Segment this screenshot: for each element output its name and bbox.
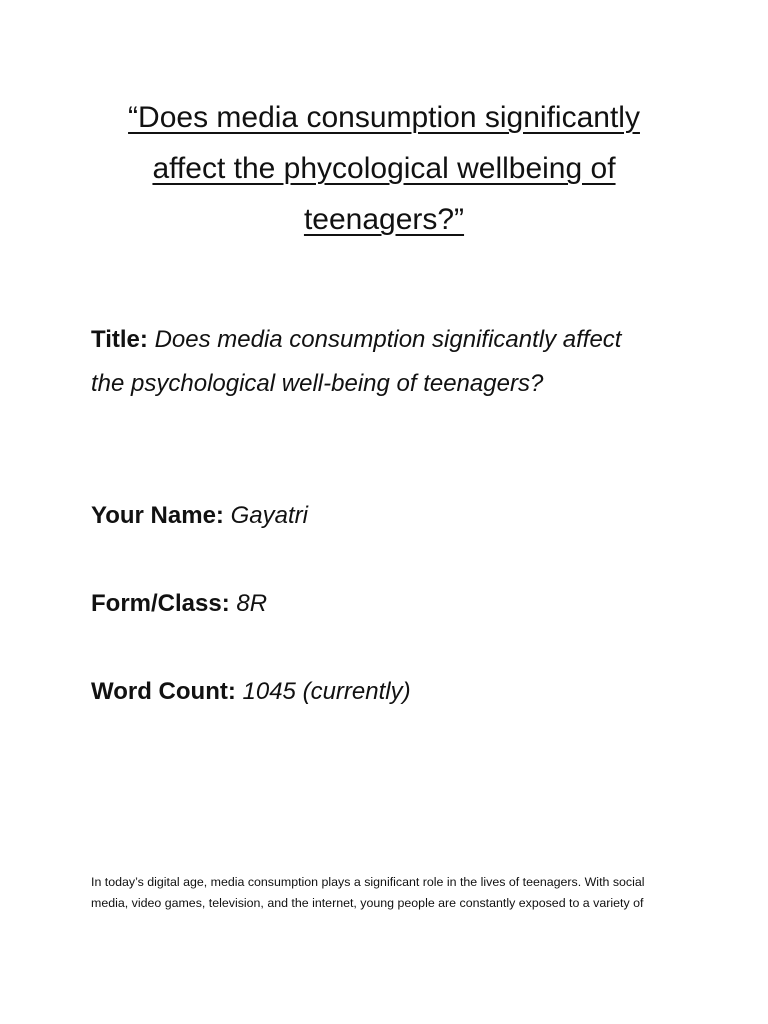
intro-paragraph-line-1: In today’s digital age, media consumption plays a significant role in the lives of teenagers. With social xyxy=(91,875,645,889)
heading-line-2: affect the phycological wellbeing of xyxy=(152,152,616,185)
title-label: Title: xyxy=(91,326,148,353)
intro-paragraph-line-2: media, video games, television, and the internet, young people are constantly exposed to a variety of xyxy=(91,896,644,910)
intro-paragraph xyxy=(91,872,677,914)
word-count-field xyxy=(91,670,691,714)
name-field xyxy=(91,494,691,538)
form-class-field xyxy=(91,582,691,626)
essay-question-heading xyxy=(60,92,708,245)
name-label: Your Name: xyxy=(91,502,224,529)
form-class-value: 8R xyxy=(236,590,268,617)
form-class-label: Form/Class: xyxy=(91,590,230,617)
heading-line-3: teenagers?” xyxy=(303,203,465,236)
word-count-label: Word Count: xyxy=(91,678,236,705)
heading-line-1: “Does media consumption significantly xyxy=(128,101,640,134)
title-value: Does media consumption significantly affect the psychological well-being of teenagers? xyxy=(91,326,622,397)
word-count-value: 1045 (currently) xyxy=(242,678,411,705)
name-value: Gayatri xyxy=(230,502,308,529)
title-field xyxy=(91,318,651,406)
